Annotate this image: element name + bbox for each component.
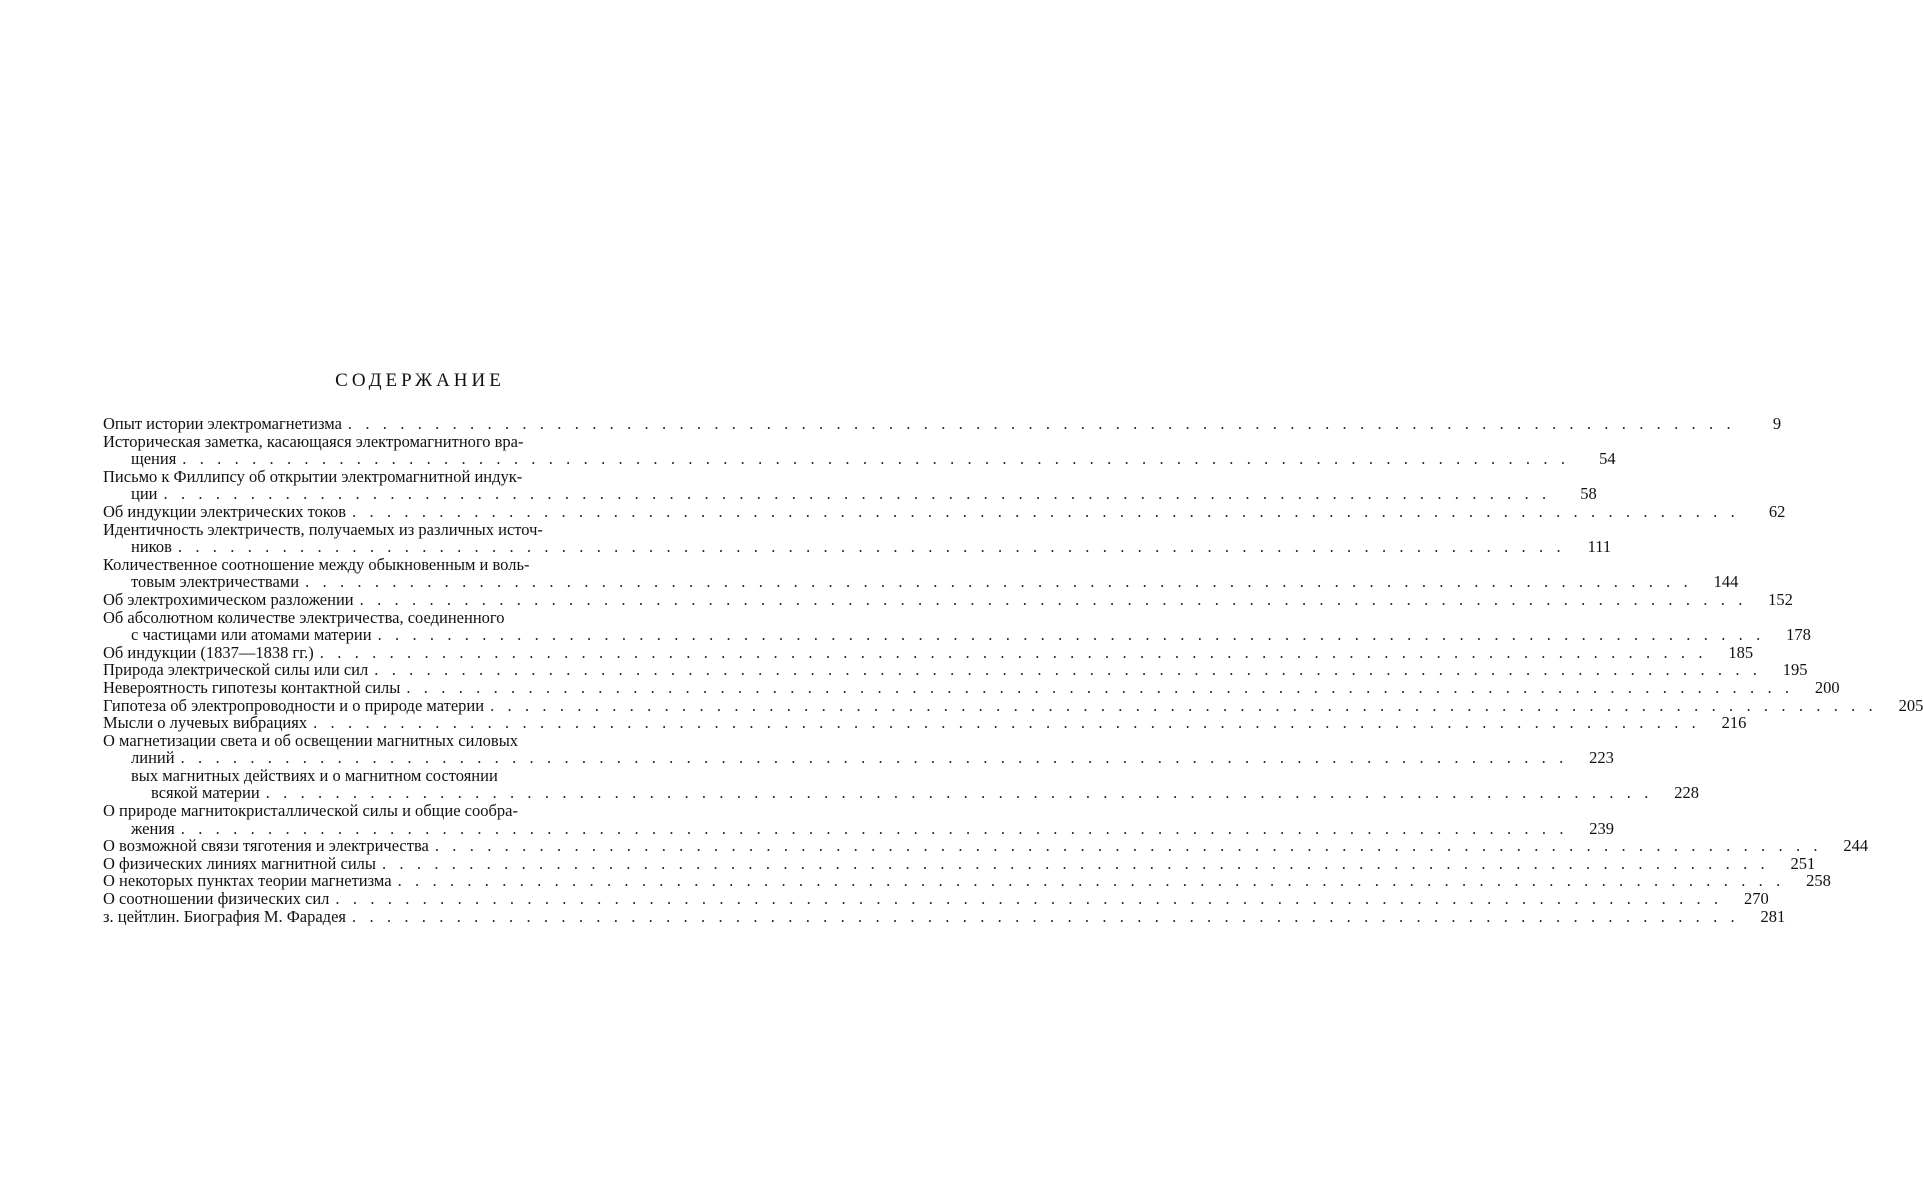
toc-entry-title: Об электрохимическом разложении bbox=[103, 589, 354, 609]
dot-leader: . . . . . . . . . . . . . . . . . . . . . . . . . . . . . . . . . . . . . . . . . . . . . . . . . . . . . . . . . . . . . . . . . . . . . . . . . . . . . . . . bbox=[305, 572, 1693, 592]
toc-entry bbox=[103, 642, 1754, 662]
toc-entry-title: Историческая заметка, касающаяся электромагнитного вра- bbox=[103, 431, 524, 451]
toc-entry bbox=[103, 765, 1699, 803]
toc-entry-title: О некоторых пунктах теории магнетизма bbox=[103, 871, 392, 891]
dot-leader: . . . . . . . . . . . . . . . . . . . . . . . . . . . . . . . . . . . . . . . . . . . . . . . . . . . . . . . . . . . . . . . . . . . . . . . . . . . . . . . . bbox=[352, 906, 1740, 926]
toc-entry-line bbox=[103, 713, 1747, 733]
dot-leader: . . . . . . . . . . . . . . . . . . . . . . . . . . . . . . . . . . . . . . . . . . . . . . . . . . . . . . . . . . . . . . . . . . . . . . . . . . . . . . . . bbox=[434, 836, 1823, 856]
toc-page-number: 216 bbox=[1721, 713, 1747, 733]
toc-entry-title: вых магнитных действиях и о магнитном состоянии bbox=[131, 765, 498, 785]
toc-entry-line bbox=[103, 414, 1782, 433]
dot-leader: . . . . . . . . . . . . . . . . . . . . . . . . . . . . . . . . . . . . . . . . . . . . . . . . . . . . . . . . . . . . . . . . . . . . . . . . . . . . . . . . bbox=[406, 677, 1794, 697]
page-title: СОДЕРЖАНИЕ bbox=[335, 370, 505, 391]
toc-page-number: 152 bbox=[1768, 589, 1793, 609]
toc-entry-line bbox=[103, 660, 1808, 680]
toc-entry-line bbox=[103, 732, 705, 750]
dot-leader: . . . . . . . . . . . . . . . . . . . . . . . . . . . . . . . . . . . . . . . . . . . . . . . . . . . . . . . . . . . . . . . . . . . . . . . . . . . . . . . . bbox=[490, 695, 1878, 715]
toc-page-number: 9 bbox=[1772, 414, 1782, 433]
dot-leader: . . . . . . . . . . . . . . . . . . . . . . . . . . . . . . . . . . . . . . . . . . . . . . . . . . . . . . . . . . . . . . . . . . . . . . . . . . . . . . . . bbox=[352, 501, 1740, 521]
dot-leader: . . . . . . . . . . . . . . . . . . . . . . . . . . . . . . . . . . . . . . . . . . . . . . . . . . . . . . . . . . . . . . . . . . . . . . . . . . . . . . . . bbox=[397, 871, 1785, 891]
toc-entry-title: Об абсолютном количестве электричества, соединенного bbox=[103, 607, 505, 627]
toc-entry-line bbox=[103, 433, 705, 451]
dot-leader: . . . . . . . . . . . . . . . . . . . . . . . . . . . . . . . . . . . . . . . . . . . . . . . . . . . . . . . . . . . . . . . . . . . . . . . . . . . . . . . . bbox=[374, 660, 1762, 680]
toc-entry bbox=[103, 713, 1747, 733]
toc-entry-line bbox=[103, 501, 1786, 521]
toc-page-number: 270 bbox=[1743, 889, 1769, 909]
toc-page-number: 205 bbox=[1898, 695, 1923, 715]
dot-leader: . . . . . . . . . . . . . . . . . . . . . . . . . . . . . . . . . . . . . . . . . . . . . . . . . . . . . . . . . . . . . . . . . . . . . . . . . . . . . . . . bbox=[319, 642, 1708, 662]
dot-leader: . . . . . . . . . . . . . . . . . . . . . . . . . . . . . . . . . . . . . . . . . . . . . . . . . . . . . . . . . . . . . . . . . . . . . . . . . . . . . . . . bbox=[177, 537, 1566, 557]
toc-entry bbox=[103, 466, 1597, 504]
toc-page-number: 178 bbox=[1786, 625, 1811, 645]
dot-leader: . . . . . . . . . . . . . . . . . . . . . . . . . . . . . . . . . . . . . . . . . . . . . . . . . . . . . . . . . . . . . . . . . . . . . . . . . . . . . . . . bbox=[347, 414, 1736, 433]
toc-entry bbox=[103, 801, 1615, 838]
toc-entry bbox=[103, 589, 1793, 609]
toc-entry bbox=[103, 519, 1612, 557]
toc-entry-title: ции bbox=[131, 484, 158, 504]
dot-leader: . . . . . . . . . . . . . . . . . . . . . . . . . . . . . . . . . . . . . . . . . . . . . . . . . . . . . . . . . . . . . . . . . . . . . . . . . . . . . . . . bbox=[180, 748, 1568, 768]
toc-page-number: 58 bbox=[1580, 484, 1597, 504]
toc-entry-title: всякой материи bbox=[151, 783, 260, 803]
toc-entry bbox=[103, 695, 1923, 715]
toc-page-number: 251 bbox=[1790, 853, 1816, 873]
toc-page-number: 239 bbox=[1589, 818, 1615, 838]
toc-entry-line bbox=[103, 783, 1699, 803]
toc-entry-title: жения bbox=[131, 818, 175, 838]
toc-entry bbox=[103, 431, 1616, 469]
dot-leader: . . . . . . . . . . . . . . . . . . . . . . . . . . . . . . . . . . . . . . . . . . . . . . . . . . . . . . . . . . . . . . . . . . . . . . . . . . . . . . . . bbox=[265, 783, 1653, 803]
toc-entry bbox=[103, 677, 1840, 697]
toc-entry-line bbox=[103, 625, 1811, 645]
toc-entry-line bbox=[103, 802, 705, 820]
toc-entry bbox=[103, 730, 1614, 768]
table-of-contents bbox=[103, 414, 1923, 926]
toc-entry-title: Опыт истории электромагнетизма bbox=[103, 414, 342, 433]
toc-entry-line bbox=[103, 468, 705, 486]
toc-page-number: 223 bbox=[1589, 748, 1614, 768]
toc-entry-line bbox=[103, 677, 1840, 697]
toc-entry-line bbox=[103, 484, 1597, 504]
toc-entry-title: товым электричествами bbox=[131, 572, 300, 592]
toc-entry-title: Идентичность электричеств, получаемых из различных источ- bbox=[103, 519, 543, 539]
dot-leader: . . . . . . . . . . . . . . . . . . . . . . . . . . . . . . . . . . . . . . . . . . . . . . . . . . . . . . . . . . . . . . . . . . . . . . . . . . . . . . . . bbox=[163, 484, 1551, 504]
toc-entry bbox=[103, 414, 1782, 433]
toc-entry-title: с частицами или атомами материи bbox=[131, 625, 372, 645]
toc-page-number: 244 bbox=[1843, 836, 1869, 856]
toc-entry-line bbox=[103, 836, 1869, 856]
toc-entry-title: О возможной связи тяготения и электричества bbox=[103, 836, 429, 856]
dot-leader: . . . . . . . . . . . . . . . . . . . . . . . . . . . . . . . . . . . . . . . . . . . . . . . . . . . . . . . . . . . . . . . . . . . . . . . . . . . . . . . . bbox=[182, 449, 1570, 469]
toc-entry-line bbox=[103, 748, 1614, 768]
toc-entry-title: щения bbox=[131, 449, 177, 469]
toc-entry-line bbox=[103, 889, 1769, 909]
toc-entry-line bbox=[103, 871, 1831, 891]
toc-entry-title: Об индукции электрических токов bbox=[103, 501, 347, 521]
toc-page-number: 228 bbox=[1674, 783, 1699, 803]
dot-leader: . . . . . . . . . . . . . . . . . . . . . . . . . . . . . . . . . . . . . . . . . . . . . . . . . . . . . . . . . . . . . . . . . . . . . . . . . . . . . . . . bbox=[335, 889, 1723, 909]
toc-entry-title: О физических линиях магнитной силы bbox=[103, 853, 376, 873]
toc-entry bbox=[103, 660, 1808, 680]
toc-entry-title: Мысли о лучевых вибрациях bbox=[103, 713, 308, 733]
dot-leader: . . . . . . . . . . . . . . . . . . . . . . . . . . . . . . . . . . . . . . . . . . . . . . . . . . . . . . . . . . . . . . . . . . . . . . . . . . . . . . . . bbox=[377, 625, 1765, 645]
toc-entry-title: Гипотеза об электропроводности и о природе материи bbox=[103, 695, 485, 715]
toc-entry-title: Письмо к Филлипсу об открытии электромагнитной индук- bbox=[103, 466, 523, 486]
toc-entry-title: линий bbox=[131, 748, 175, 768]
toc-entry-title: Об индукции (1837—1838 гг.) bbox=[103, 642, 314, 662]
toc-entry-line bbox=[103, 572, 1739, 592]
toc-page-number: 62 bbox=[1768, 501, 1786, 521]
toc-entry-line bbox=[103, 853, 1816, 873]
toc-entry-title: О природе магнитокристаллической силы и общие сообра- bbox=[103, 801, 518, 821]
toc-entry-title: О соотношении физических сил bbox=[103, 889, 330, 909]
toc-page-number: 111 bbox=[1587, 537, 1612, 557]
toc-page-number: 144 bbox=[1713, 572, 1739, 592]
toc-entry bbox=[103, 871, 1831, 891]
toc-page-number: 281 bbox=[1760, 906, 1786, 926]
toc-entry bbox=[103, 853, 1816, 873]
toc-entry-title: Невероятность гипотезы контактной силы bbox=[103, 677, 401, 697]
dot-leader: . . . . . . . . . . . . . . . . . . . . . . . . . . . . . . . . . . . . . . . . . . . . . . . . . . . . . . . . . . . . . . . . . . . . . . . . . . . . . . . . bbox=[359, 589, 1747, 609]
dot-leader: . . . . . . . . . . . . . . . . . . . . . . . . . . . . . . . . . . . . . . . . . . . . . . . . . . . . . . . . . . . . . . . . . . . . . . . . . . . . . . . . bbox=[180, 818, 1569, 838]
toc-entry bbox=[103, 906, 1786, 926]
toc-entry-line bbox=[103, 589, 1793, 609]
toc-page-number: 200 bbox=[1814, 677, 1840, 697]
toc-page-number: 258 bbox=[1806, 871, 1831, 891]
toc-page-number: 54 bbox=[1599, 449, 1616, 469]
toc-entry-line bbox=[103, 449, 1616, 469]
toc-entry-title: Количественное соотношение между обыкновенным и воль- bbox=[103, 554, 530, 574]
toc-entry-line bbox=[103, 695, 1923, 715]
toc-entry-line bbox=[103, 556, 705, 574]
toc-entry bbox=[103, 836, 1869, 856]
toc-entry-line bbox=[103, 818, 1615, 838]
toc-entry-line bbox=[103, 767, 705, 785]
toc-entry-line bbox=[103, 521, 705, 539]
dot-leader: . . . . . . . . . . . . . . . . . . . . . . . . . . . . . . . . . . . . . . . . . . . . . . . . . . . . . . . . . . . . . . . . . . . . . . . . . . . . . . . . bbox=[381, 853, 1770, 873]
toc-entry bbox=[103, 501, 1786, 521]
toc-entry-line bbox=[103, 537, 1612, 557]
toc-entry-title: Природа электрической силы или сил bbox=[103, 660, 369, 680]
toc-entry bbox=[103, 554, 1739, 592]
toc-entry-line bbox=[103, 642, 1754, 662]
toc-entry-line bbox=[103, 609, 705, 627]
toc-entry bbox=[103, 889, 1769, 909]
toc-page-number: 185 bbox=[1728, 642, 1754, 662]
toc-entry-line bbox=[103, 906, 1786, 926]
toc-page-number: 195 bbox=[1782, 660, 1808, 680]
toc-entry-title: з. цейтлин. Биография М. Фарадея bbox=[103, 906, 346, 926]
toc-entry-title: О магнетизации света и об освещении магнитных силовых bbox=[103, 730, 519, 750]
dot-leader: . . . . . . . . . . . . . . . . . . . . . . . . . . . . . . . . . . . . . . . . . . . . . . . . . . . . . . . . . . . . . . . . . . . . . . . . . . . . . . . . bbox=[313, 713, 1701, 733]
toc-entry-title: ников bbox=[131, 537, 172, 557]
toc-entry bbox=[103, 607, 1811, 645]
